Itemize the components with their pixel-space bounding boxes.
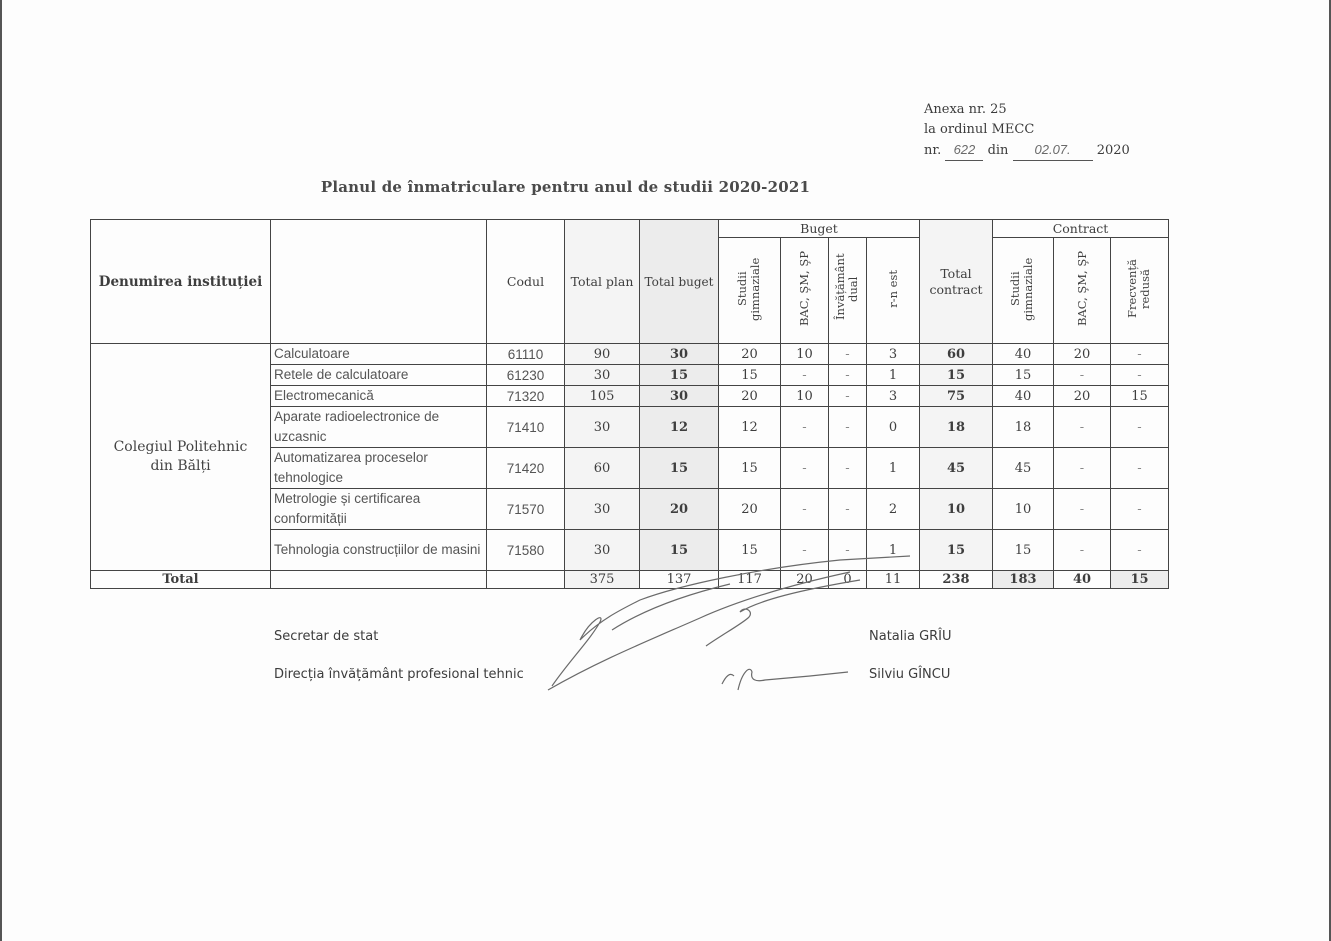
contract-frecventa-label: Frecvență redusă [1124, 259, 1152, 318]
cell-total-plan: 30 [565, 365, 640, 386]
annex-order: la ordinul MECC [924, 122, 1035, 137]
cell-contract-frecventa: - [1111, 530, 1169, 571]
cell-contract-studii: 15 [993, 530, 1054, 571]
specialty-code: 61230 [487, 365, 565, 386]
total-contract: 238 [920, 571, 993, 589]
cell-contract-studii: 40 [993, 386, 1054, 407]
header-code: Codul [487, 220, 565, 344]
cell-contract-bac: - [1054, 530, 1111, 571]
year: 2020 [1096, 143, 1130, 158]
cell-buget-rn: 1 [867, 530, 920, 571]
cell-total-plan: 90 [565, 344, 640, 365]
cell-buget-studii: 20 [719, 489, 781, 530]
cell-total-contract: 45 [920, 448, 993, 489]
specialty-code: 71320 [487, 386, 565, 407]
total-buget-studii: 117 [719, 571, 781, 589]
cell-buget-bac: - [781, 407, 829, 448]
header-contract-bac [1054, 238, 1111, 344]
cell-total-buget: 30 [640, 386, 719, 407]
cell-contract-bac: - [1054, 489, 1111, 530]
header-total-plan [565, 220, 640, 344]
specialty-name: Retele de calculatoare [271, 365, 487, 386]
header-buget-bac [781, 238, 829, 344]
cell-buget-dual: - [829, 407, 867, 448]
total-buget-bac: 20 [781, 571, 829, 589]
cell-buget-dual: - [829, 386, 867, 407]
cell-contract-studii: 18 [993, 407, 1054, 448]
enrollment-plan-table [90, 219, 1169, 589]
document-title [0, 178, 1331, 196]
cell-total-plan: 30 [565, 407, 640, 448]
specialty-name: Automatizarea proceselor tehnologice [271, 448, 487, 489]
buget-dual-label: Învățământ dual [832, 252, 860, 320]
specialty-code: 71420 [487, 448, 565, 489]
total-buget-rn: 11 [867, 571, 920, 589]
cell-buget-studii: 15 [719, 530, 781, 571]
cell-contract-bac: 20 [1054, 344, 1111, 365]
contract-studii-label: Studii gimnaziale [1008, 256, 1035, 321]
header-total-buget [640, 220, 719, 344]
cell-buget-rn: 3 [867, 386, 920, 407]
total-label: Total [91, 571, 271, 589]
cell-buget-bac: - [781, 448, 829, 489]
cell-contract-frecventa: - [1111, 448, 1169, 489]
din-label: din [987, 143, 1009, 158]
cell-contract-studii: 10 [993, 489, 1054, 530]
total-buget-label: Total buget [644, 274, 714, 289]
total-plan: 375 [565, 571, 640, 589]
cell-buget-dual: - [829, 530, 867, 571]
header-buget-dual [829, 238, 867, 344]
cell-total-contract: 10 [920, 489, 993, 530]
header-total-contract [920, 220, 993, 344]
total-contract-frecventa: 15 [1111, 571, 1169, 589]
cell-total-plan: 30 [565, 530, 640, 571]
total-code [487, 571, 565, 589]
total-buget: 137 [640, 571, 719, 589]
cell-buget-studii: 15 [719, 448, 781, 489]
signatory-name-directorate: Silviu GÎNCU [869, 667, 951, 682]
cell-buget-dual: - [829, 344, 867, 365]
cell-buget-studii: 20 [719, 344, 781, 365]
annex-order-number-line [924, 140, 1130, 161]
institution-name-text: Colegiul Politehnic din Bălți [113, 439, 248, 474]
cell-buget-bac: - [781, 489, 829, 530]
cell-buget-studii: 20 [719, 386, 781, 407]
specialty-name: Aparate radioelectronice de uzcasnic [271, 407, 487, 448]
cell-total-contract: 15 [920, 365, 993, 386]
table-row [91, 344, 1169, 365]
annex-number: Anexa nr. 25 [924, 102, 1007, 117]
page-border-left [0, 0, 2, 941]
institution-name [91, 344, 271, 571]
cell-contract-studii: 40 [993, 344, 1054, 365]
header-contract-studii [993, 238, 1054, 344]
cell-buget-dual: - [829, 365, 867, 386]
header-buget-group: Buget [719, 220, 920, 238]
header-contract-frecventa [1111, 238, 1169, 344]
header-contract-group: Contract [993, 220, 1169, 238]
header-buget-rn [867, 238, 920, 344]
specialty-code: 71410 [487, 407, 565, 448]
header-row-1 [91, 220, 1169, 238]
cell-total-contract: 15 [920, 530, 993, 571]
header-institution: Denumirea instituției [91, 220, 271, 344]
cell-total-contract: 18 [920, 407, 993, 448]
total-contract-label: Total contract [929, 265, 983, 297]
specialty-code: 71580 [487, 530, 565, 571]
specialty-name: Tehnologia construcțiilor de masini [271, 530, 487, 571]
total-plan-label: Total plan [570, 273, 634, 289]
cell-contract-bac: 20 [1054, 386, 1111, 407]
cell-total-buget: 15 [640, 365, 719, 386]
cell-contract-frecventa: - [1111, 365, 1169, 386]
cell-buget-studii: 12 [719, 407, 781, 448]
nr-prefix: nr. [924, 143, 942, 158]
cell-total-buget: 12 [640, 407, 719, 448]
signatory-name-secretary: Natalia GRÎU [869, 629, 952, 644]
signatory-role-directorate: Direcția învățământ profesional tehnic [274, 667, 524, 682]
total-row [91, 571, 1169, 589]
total-contract-bac: 40 [1054, 571, 1111, 589]
cell-total-buget: 15 [640, 530, 719, 571]
specialty-name: Electromecanică [271, 386, 487, 407]
buget-studii-label: Studii gimnaziale [734, 256, 762, 321]
cell-buget-rn: 2 [867, 489, 920, 530]
total-contract-studii: 183 [993, 571, 1054, 589]
cell-buget-rn: 0 [867, 407, 920, 448]
total-specialty [271, 571, 487, 589]
specialty-name: Calculatoare [271, 344, 487, 365]
cell-total-buget: 20 [640, 489, 719, 530]
cell-total-buget: 30 [640, 344, 719, 365]
cell-buget-bac: 10 [781, 344, 829, 365]
buget-bac-label: BAC, ŞM, ŞP [797, 250, 811, 327]
cell-total-buget: 15 [640, 448, 719, 489]
cell-contract-frecventa: - [1111, 344, 1169, 365]
cell-total-plan: 30 [565, 489, 640, 530]
specialty-code: 71570 [487, 489, 565, 530]
signatory-role-secretary: Secretar de stat [274, 629, 379, 644]
cell-buget-rn: 3 [867, 344, 920, 365]
header-buget-studii [719, 238, 781, 344]
cell-contract-frecventa: - [1111, 407, 1169, 448]
cell-total-contract: 60 [920, 344, 993, 365]
buget-rn-label: r-n est [885, 269, 900, 308]
cell-contract-studii: 15 [993, 365, 1054, 386]
cell-contract-bac: - [1054, 448, 1111, 489]
cell-contract-frecventa: 15 [1111, 386, 1169, 407]
cell-buget-bac: - [781, 365, 829, 386]
specialty-code: 61110 [487, 344, 565, 365]
cell-buget-rn: 1 [867, 448, 920, 489]
annex-reference [924, 100, 1130, 161]
cell-buget-dual: - [829, 489, 867, 530]
cell-total-contract: 75 [920, 386, 993, 407]
specialty-name: Metrologie și certificarea conformității [271, 489, 487, 530]
cell-contract-studii: 45 [993, 448, 1054, 489]
contract-bac-label: BAC, ŞM, ŞP [1074, 250, 1089, 327]
cell-buget-studii: 15 [719, 365, 781, 386]
handwritten-order-number: 622 [945, 140, 983, 161]
cell-contract-frecventa: - [1111, 489, 1169, 530]
cell-buget-rn: 1 [867, 365, 920, 386]
cell-total-plan: 60 [565, 448, 640, 489]
header-specialty [271, 220, 487, 344]
cell-contract-bac: - [1054, 365, 1111, 386]
cell-buget-dual: - [829, 448, 867, 489]
title-text: Planul de înmatriculare pentru anul de studii 2020-2021 [320, 178, 811, 196]
cell-buget-bac: 10 [781, 386, 829, 407]
cell-contract-bac: - [1054, 407, 1111, 448]
cell-total-plan: 105 [565, 386, 640, 407]
handwritten-date: 02.07. [1013, 140, 1093, 161]
total-buget-dual: 0 [829, 571, 867, 589]
cell-buget-bac: - [781, 530, 829, 571]
